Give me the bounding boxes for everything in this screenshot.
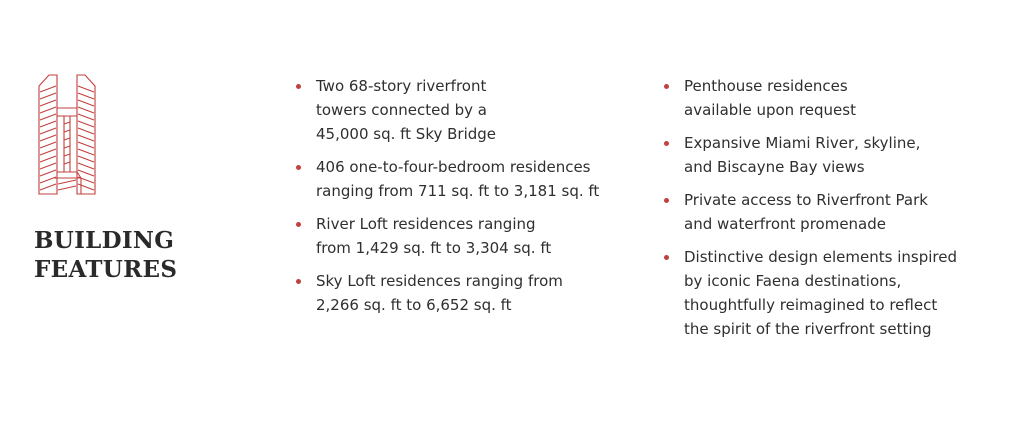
section-heading (34, 226, 177, 284)
feature-text: River Loft residences ranging from 1,429 sq. ft to 3,304 sq. ft (316, 215, 552, 257)
features-list-right (662, 74, 1012, 350)
list-item (294, 74, 654, 146)
list-item (294, 155, 654, 203)
feature-text: 406 one-to-four-bedroom residences ranging from 711 sq. ft to 3,181 sq. ft (316, 158, 600, 200)
list-item (294, 212, 654, 260)
list-item (662, 245, 1012, 341)
bullet-dot-icon (296, 84, 301, 89)
bullet-dot-icon (296, 279, 301, 284)
bullet-dot-icon (664, 198, 669, 203)
bullet-dot-icon (664, 84, 669, 89)
list-item (662, 131, 1012, 179)
feature-text: Private access to Riverfront Park and waterfront promenade (684, 191, 928, 233)
feature-text: Two 68-story riverfront towers connected by a 45,000 sq. ft Sky Bridge (316, 77, 497, 143)
feature-text: Penthouse residences available upon request (684, 77, 856, 119)
list-item (662, 74, 1012, 122)
bullet-dot-icon (664, 141, 669, 146)
list-item (662, 188, 1012, 236)
feature-text: Distinctive design elements inspired by iconic Faena destinations, thoughtfully reimagined to reflect the spirit of the riverfront setting (684, 248, 957, 338)
feature-text: Sky Loft residences ranging from 2,266 sq. ft to 6,652 sq. ft (316, 272, 563, 314)
bullet-dot-icon (664, 255, 669, 260)
list-item (294, 269, 654, 317)
heading-line-1: BUILDING (34, 227, 175, 254)
bullet-dot-icon (296, 165, 301, 170)
heading-line-2: FEATURES (34, 256, 178, 283)
building-towers-icon (35, 72, 99, 200)
bullet-dot-icon (296, 222, 301, 227)
feature-text: Expansive Miami River, skyline, and Biscayne Bay views (684, 134, 921, 176)
features-list-left (294, 74, 654, 326)
